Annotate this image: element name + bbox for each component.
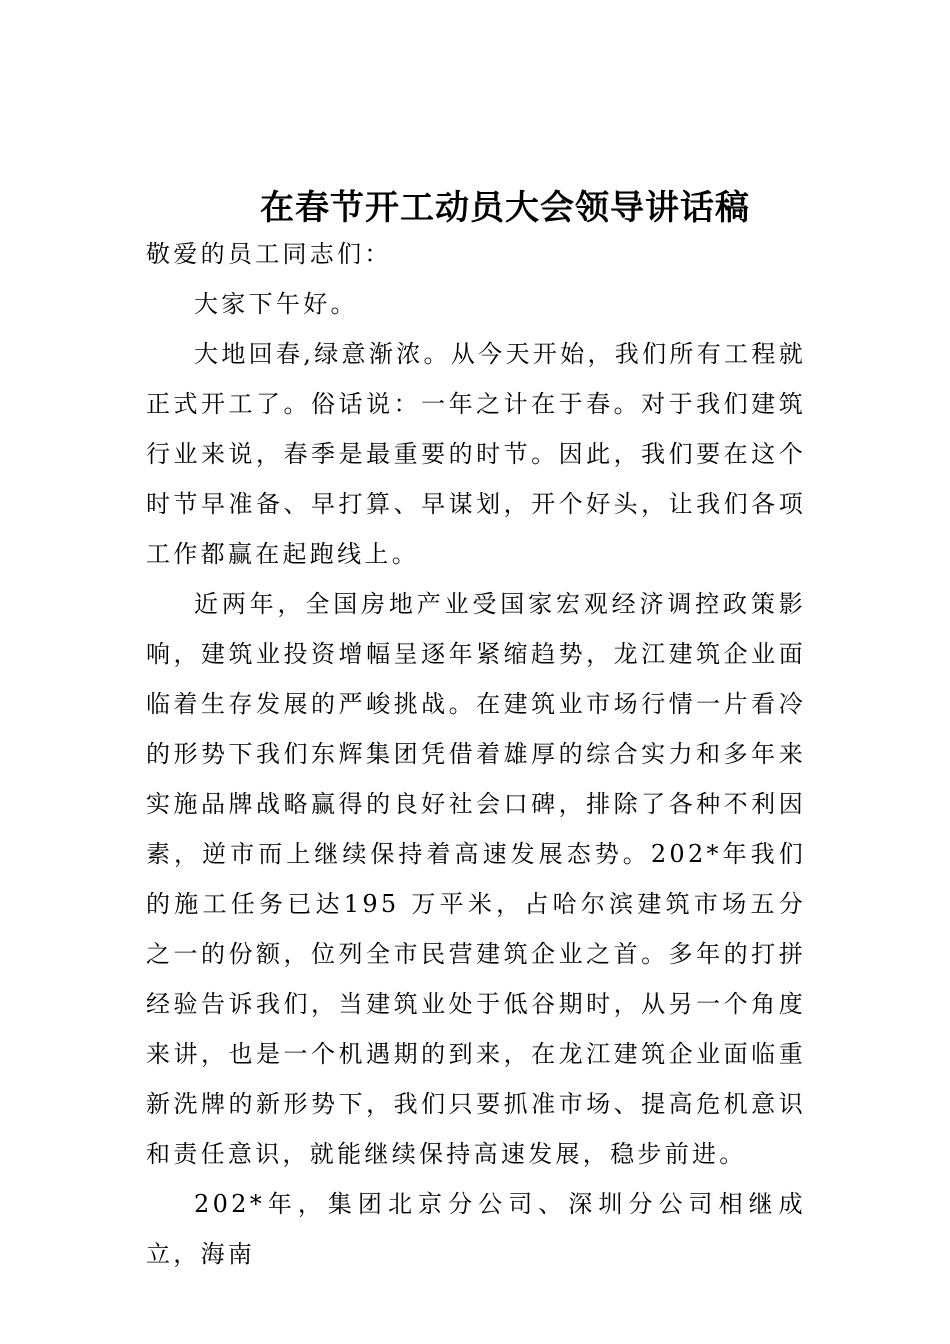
paragraph-spring-start: 大地回春,绿意渐浓。从今天开始，我们所有工程就正式开工了。俗话说：一年之计在于春。对于我们建筑行业来说，春季是最重要的时节。因此，我们要在这个时节早准备、早打算、早谋划，开个好头，让我们各项工作都赢在起跑线上。 bbox=[146, 340, 806, 568]
document-title: 在春节开工动员大会领导讲话稿 bbox=[260, 188, 750, 228]
document-body bbox=[146, 229, 806, 1279]
paragraph-branch-offices: 202*年，集团北京分公司、深圳分公司相继成立，海南 bbox=[146, 1190, 806, 1268]
paragraph-greeting: 大家下午好。 bbox=[194, 290, 358, 318]
paragraph-industry-situation: 近两年，全国房地产业受国家宏观经济调控政策影响，建筑业投资增幅呈逐年紧缩趋势，龙江建筑企业面临着生存发展的严峻挑战。在建筑业市场行情一片看冷的形势下我们东辉集团凭借着雄厚的综合实力和多年来实施品牌战略赢得的良好社会口碑，排除了各种不利因素，逆市而上继续保持着高速发展态势。202*年我们的施工任务已达195 万平米，占哈尔滨建筑市场五分之一的份额，位列全市民营建筑企业之首。多年的打拼经验告诉我们，当建筑业处于低谷期时，从另一个角度来讲，也是一个机遇期的到来，在龙江建筑企业面临重新洗牌的新形势下，我们只要抓准市场、提高危机意识和责任意识，就能继续保持高速发展，稳步前进。 bbox=[146, 590, 806, 1168]
salutation: 敬爱的员工同志们： bbox=[146, 240, 392, 268]
